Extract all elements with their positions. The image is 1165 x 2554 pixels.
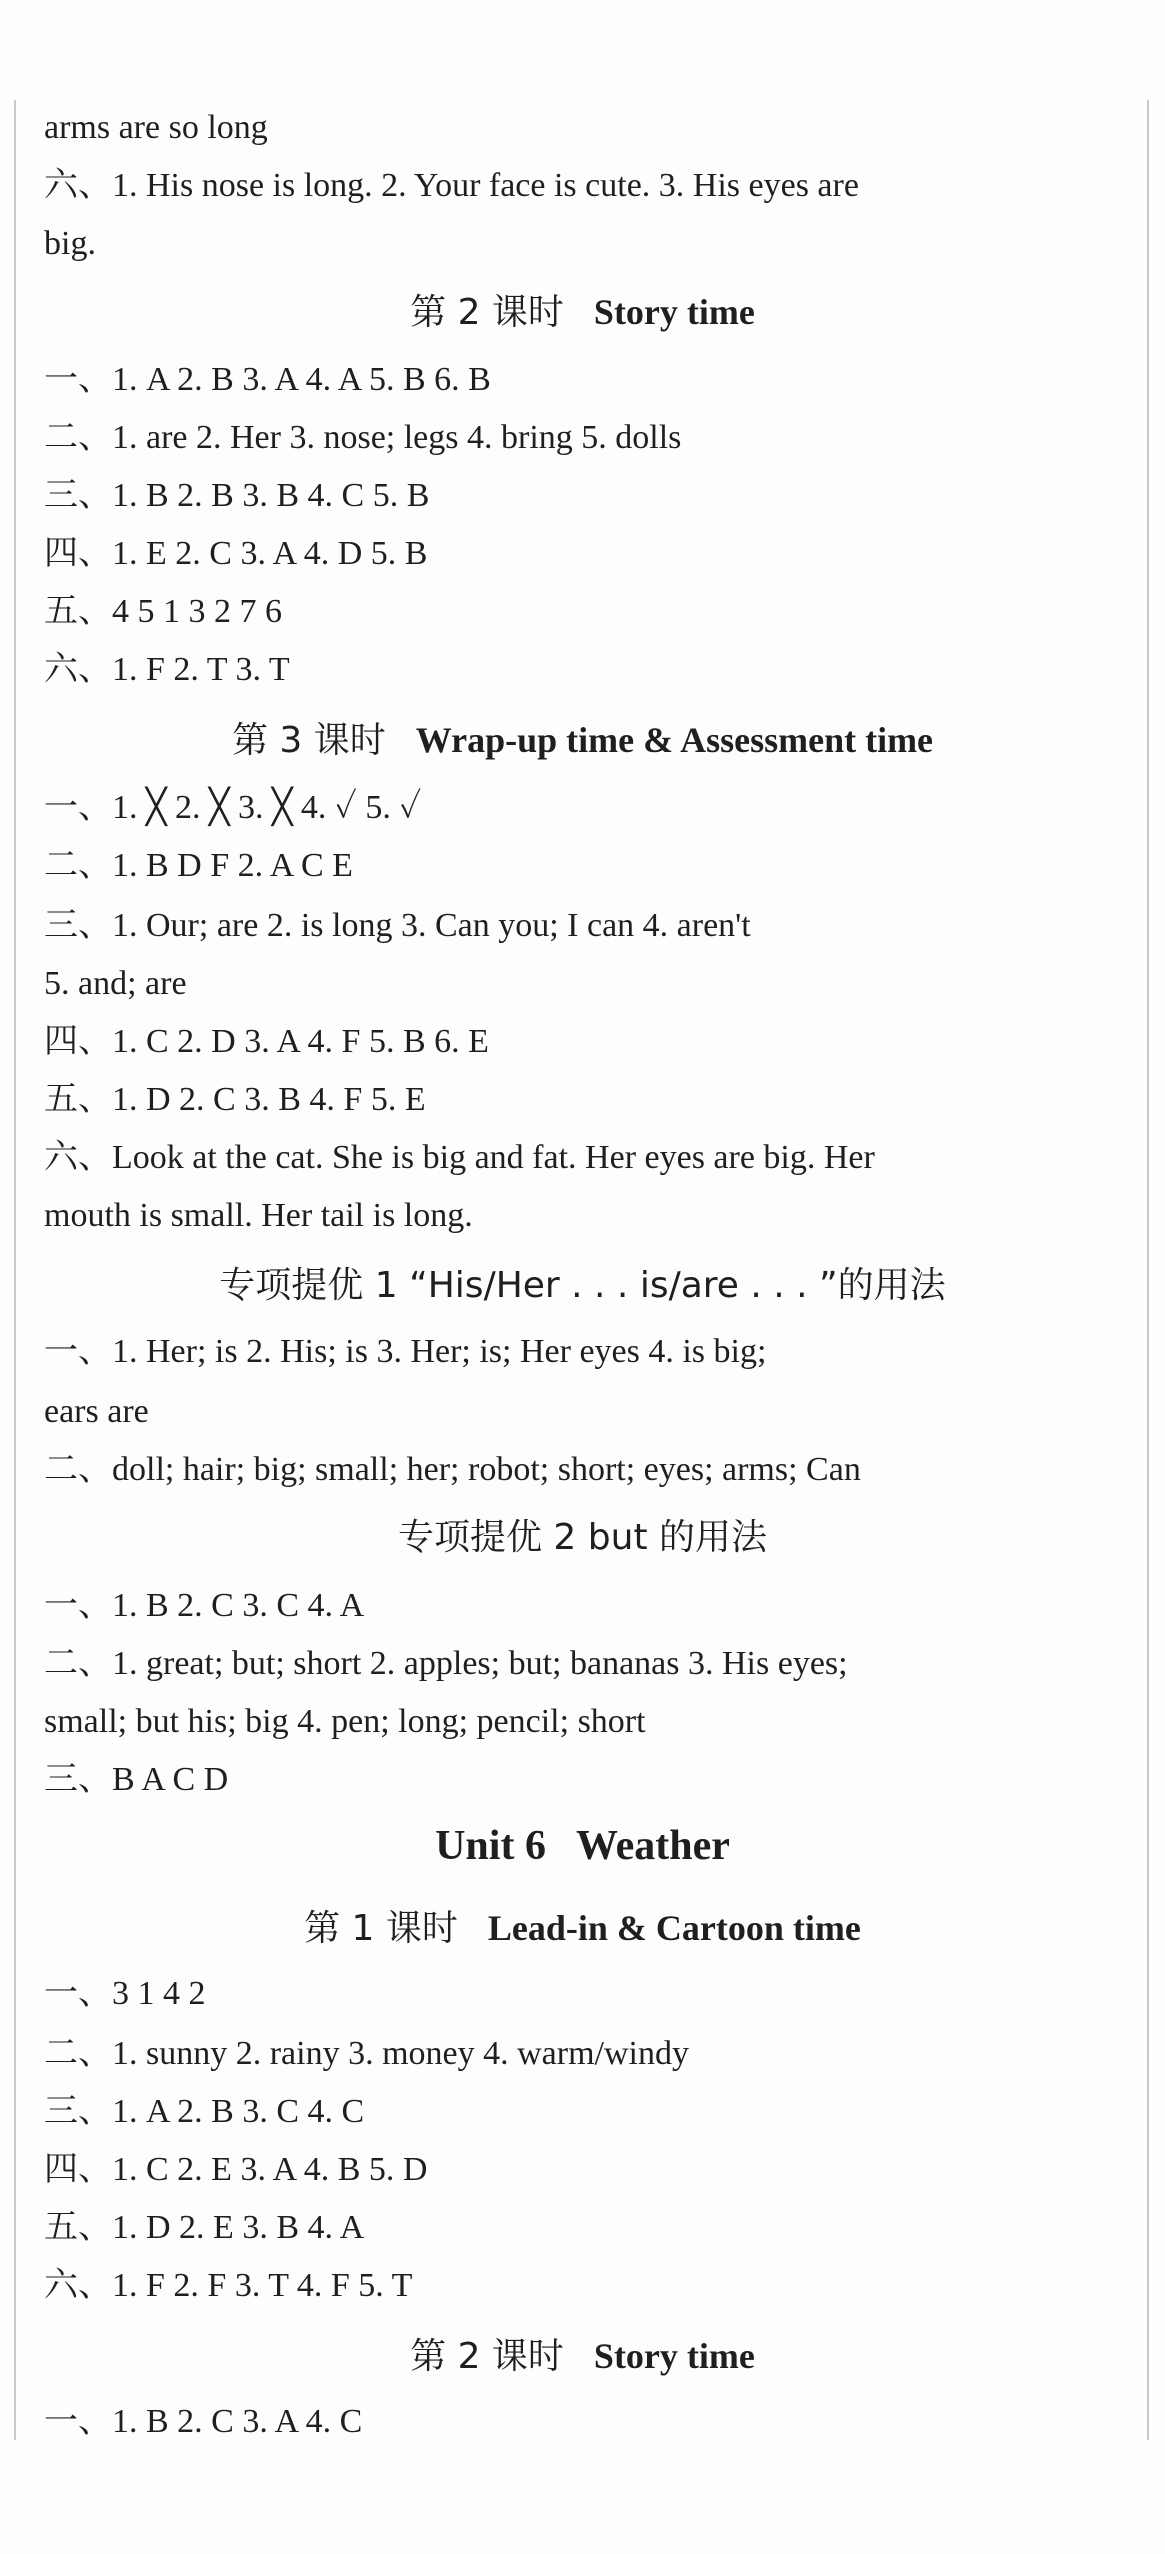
- answer-line: 六、Look at the cat. She is big and fat. Her eyes are big. Her: [44, 1139, 875, 1176]
- lesson-number: 第 2 课时: [410, 2336, 564, 2377]
- answer-line: arms are so long: [44, 109, 268, 146]
- answer-line: 六、1. His nose is long. 2. Your face is cute. 3. His eyes are: [44, 167, 859, 204]
- answer-line: 二、1. are 2. Her 3. nose; legs 4. bring 5. dolls: [44, 419, 682, 456]
- lesson-title: Lead-in & Cartoon time: [487, 1908, 861, 1948]
- special-topic-heading: 专项提优 1 “His/Her . . . is/are . . . ”的用法: [219, 1265, 946, 1306]
- answer-line: 二、doll; hair; big; small; her; robot; short; eyes; arms; Can: [44, 1451, 861, 1488]
- answer-line: 二、1. sunny 2. rainy 3. money 4. warm/windy: [44, 2035, 689, 2072]
- lesson-title: Wrap-up time & Assessment time: [415, 720, 934, 760]
- lesson-number: 第 1 课时: [304, 1908, 458, 1949]
- answer-line: 5. and; are: [44, 965, 187, 1002]
- answer-line: 三、1. Our; are 2. is long 3. Can you; I can 4. aren't: [44, 907, 751, 944]
- answer-line: 一、1. A 2. B 3. A 4. A 5. B 6. B: [44, 361, 491, 398]
- answer-line: 五、4 5 1 3 2 7 6: [44, 593, 282, 630]
- answer-line: mouth is small. Her tail is long.: [44, 1197, 473, 1234]
- lesson-number: 第 3 课时: [231, 720, 386, 761]
- answer-line: 三、1. B 2. B 3. B 4. C 5. B: [44, 477, 430, 514]
- lesson-number: 第 2 课时: [410, 292, 564, 333]
- lesson-title: Story time: [593, 292, 755, 332]
- answer-line: 三、1. A 2. B 3. C 4. C: [44, 2093, 365, 2130]
- lesson-title: Story time: [593, 2336, 755, 2376]
- lesson-heading: [0, 288, 1165, 337]
- lesson-heading: [0, 2332, 1165, 2381]
- unit-title: Weather: [575, 1823, 730, 1869]
- answer-line: ears are: [44, 1393, 149, 1430]
- answer-line: 一、3 1 4 2: [44, 1975, 206, 2012]
- unit-heading: [0, 1822, 1165, 1870]
- lesson-heading: [0, 716, 1165, 765]
- answer-line: 一、1. ╳ 2. ╳ 3. ╳ 4. ✓ 5. ✓: [44, 789, 422, 826]
- lesson-heading: [0, 1904, 1165, 1953]
- answer-line: 五、1. D 2. E 3. B 4. A: [44, 2209, 365, 2246]
- answer-line: 四、1. C 2. E 3. A 4. B 5. D: [44, 2151, 428, 2188]
- answer-line: 三、B A C D: [44, 1761, 229, 1798]
- answer-line: 四、1. E 2. C 3. A 4. D 5. B: [44, 535, 428, 572]
- answer-line: 一、1. B 2. C 3. C 4. A: [44, 1587, 365, 1624]
- answer-line: 六、1. F 2. F 3. T 4. F 5. T: [44, 2267, 413, 2304]
- answer-line: 五、1. D 2. C 3. B 4. F 5. E: [44, 1081, 426, 1118]
- answer-line: 六、1. F 2. T 3. T: [44, 651, 290, 688]
- answer-line: 一、1. B 2. C 3. A 4. C: [44, 2403, 363, 2440]
- answer-line: 四、1. C 2. D 3. A 4. F 5. B 6. E: [44, 1023, 489, 1060]
- unit-number: Unit 6: [435, 1823, 546, 1869]
- answer-line: 一、1. Her; is 2. His; is 3. Her; is; Her eyes 4. is big;: [44, 1333, 767, 1370]
- answer-line: big.: [44, 225, 96, 262]
- answer-line: 二、1. B D F 2. A C E: [44, 847, 353, 884]
- answer-line: 二、1. great; but; short 2. apples; but; bananas 3. His eyes;: [44, 1645, 848, 1682]
- answer-line: small; but his; big 4. pen; long; pencil; short: [44, 1703, 646, 1740]
- special-topic-heading: 专项提优 2 but 的用法: [397, 1517, 768, 1558]
